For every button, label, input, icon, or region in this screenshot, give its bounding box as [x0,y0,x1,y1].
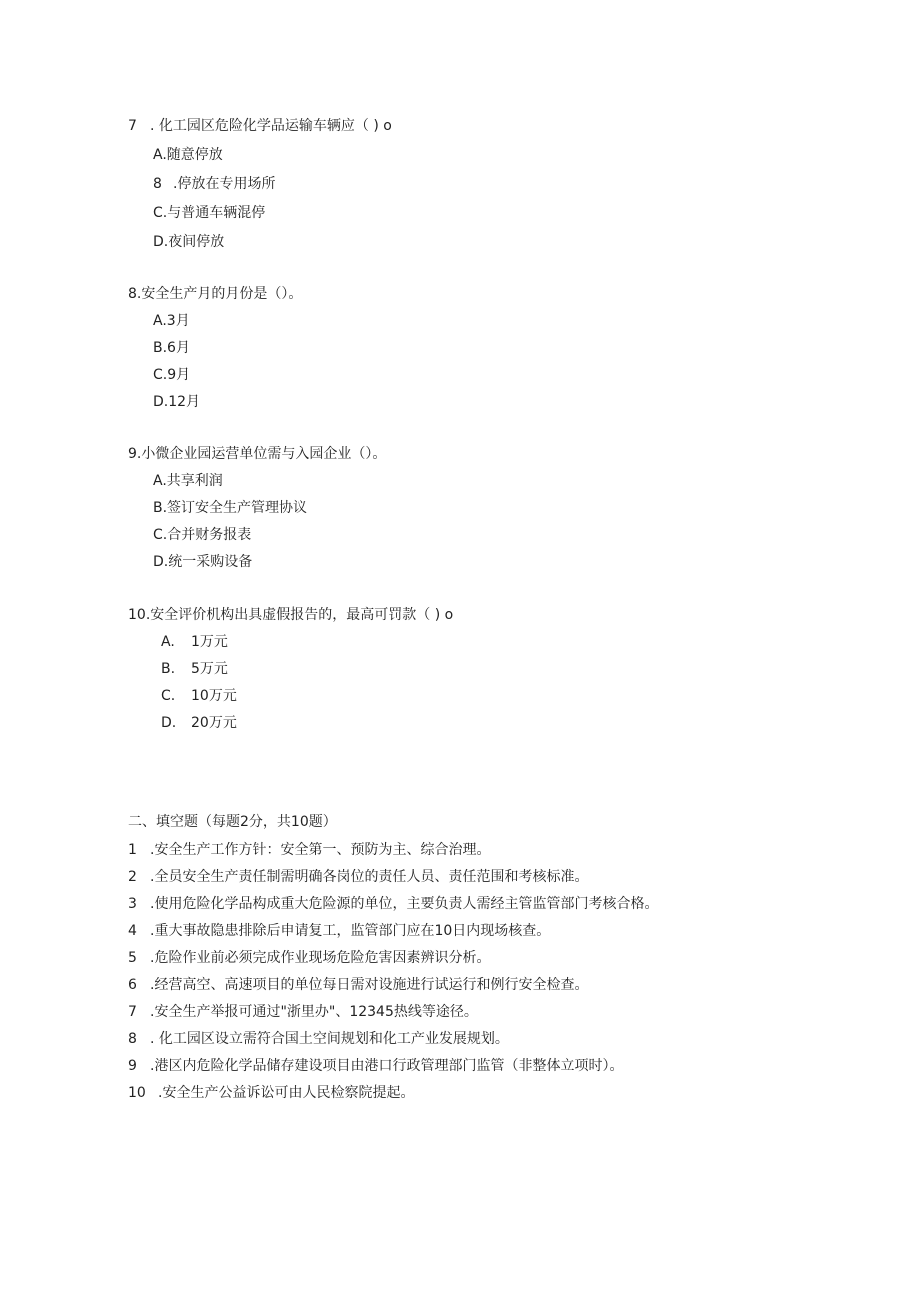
option-d: D.12月 [153,394,201,410]
item-text: .经营高空、高速项目的单位每日需对设施进行试运行和例行安全检查。 [150,977,589,993]
question-10: 10.安全评价机构出具虚假报告的，最高可罚款（ ) o [128,607,454,623]
item-number: 9 [128,1058,137,1074]
item-number: 1 [128,842,137,858]
option-a: A.共享利润 [153,473,223,489]
option-text: 1万元 [191,634,228,650]
option-a: A.随意停放 [153,147,223,163]
option-number: 8 [153,176,162,192]
item-text: .安全生产举报可通过"浙里办"、12345热线等途径。 [150,1004,478,1020]
option-c [153,687,237,705]
item-text: . 化工园区设立需符合国土空间规划和化工产业发展规划。 [150,1031,509,1047]
option-a [153,633,228,651]
item-text: .重大事故隐患排除后申请复工，监管部门应在10日内现场核查。 [150,923,551,939]
option-c: C.合并财务报表 [153,527,252,543]
option-d: D.统一采购设备 [153,554,253,570]
option-b [153,660,228,678]
question-text: . 化工园区危险化学品运输车辆应（ ) o [150,118,392,134]
option-letter: C. [161,688,176,704]
fill-item-4 [128,922,550,940]
item-number: 2 [128,869,137,885]
item-text: .安全生产工作方针：安全第一、预防为主、综合治理。 [150,842,491,858]
option-letter: D. [161,715,177,731]
option-b: B.签订安全生产管理协议 [153,500,308,516]
fill-item-6 [128,976,588,994]
option-c: C.9月 [153,367,191,383]
fill-item-5 [128,949,490,967]
question-8: 8.安全生产月的月份是（）。 [128,286,303,302]
item-number: 7 [128,1004,137,1020]
option-text: 5万元 [191,661,228,677]
item-text: .全员安全生产责任制需明确各岗位的责任人员、责任范围和考核标准。 [150,869,589,885]
item-number: 3 [128,896,137,912]
option-letter: A. [161,634,175,650]
item-number: 10 [128,1085,146,1101]
option-text: 10万元 [191,688,237,704]
item-text: .港区内危险化学品储存建设项目由港口行政管理部门监管（非整体立项时）。 [150,1058,624,1074]
question-number: 7 [128,118,137,134]
item-number: 5 [128,950,137,966]
section-title: 二、填空题（每题2分，共10题） [128,814,337,830]
option-b [153,175,275,193]
question-9: 9.小微企业园运营单位需与入园企业（）。 [128,446,387,462]
item-text: .使用危险化学品构成重大危险源的单位，主要负责人需经主管监管部门考核合格。 [150,896,659,912]
question-7 [128,117,392,135]
fill-item-3 [128,895,658,913]
item-number: 8 [128,1031,137,1047]
fill-item-8 [128,1030,509,1048]
fill-item-7 [128,1003,478,1021]
option-d [153,714,237,732]
item-text: .安全生产公益诉讼可由人民检察院提起。 [158,1085,415,1101]
fill-item-1 [128,841,490,859]
option-d: D.夜间停放 [153,234,225,250]
option-b: B.6月 [153,340,190,356]
item-number: 6 [128,977,137,993]
item-number: 4 [128,923,137,939]
item-text: .危险作业前必须完成作业现场危险危害因素辨识分析。 [150,950,491,966]
fill-item-10 [128,1084,414,1102]
option-text: 20万元 [191,715,237,731]
fill-item-9 [128,1057,623,1075]
option-text: .停放在专用场所 [173,176,276,192]
option-a: A.3月 [153,313,190,329]
option-letter: B. [161,661,176,677]
fill-item-2 [128,868,588,886]
option-c: C.与普通车辆混停 [153,205,266,221]
